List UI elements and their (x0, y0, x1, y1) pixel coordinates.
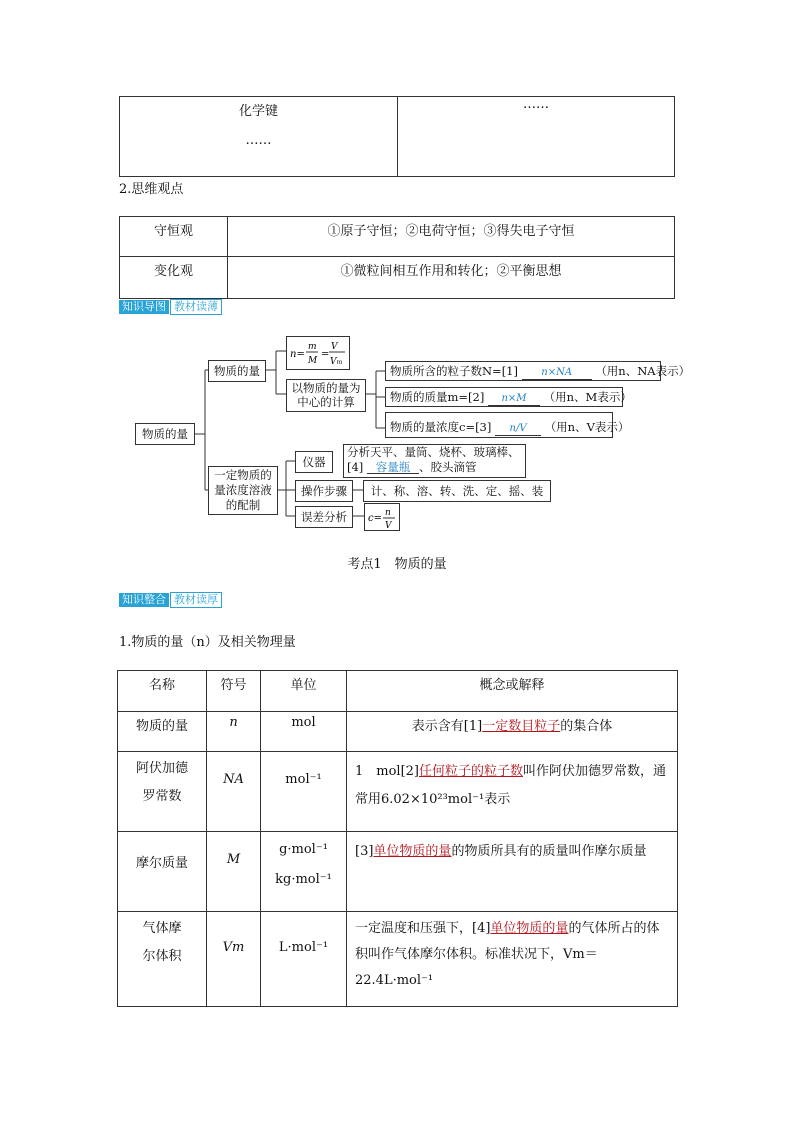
row-name: 气体摩尔体积 (142, 921, 182, 964)
header-unit: 单位 (290, 678, 317, 693)
header-cell (207, 671, 261, 712)
mindmap-calc-box (286, 379, 366, 412)
row-concept-cell (347, 752, 678, 832)
top-right-dots: …… (523, 97, 549, 112)
top-left-title: 化学键 (238, 104, 278, 119)
mindmap-branch-solution (208, 466, 278, 515)
calc-item-note: （用n、NA表示） (595, 364, 691, 378)
row-unit: g·mol⁻¹ (279, 842, 328, 857)
instrument-box: 仪器 (295, 451, 333, 473)
tag-label-a: 知识导图 (119, 300, 169, 314)
header-cell (261, 671, 347, 712)
mindmap-root: 物质的量 (135, 423, 195, 445)
svg-text:m: m (308, 342, 317, 352)
calc-item-note: （用n、V表示） (544, 420, 630, 434)
calc-line-2: 中心的计算 (297, 395, 355, 409)
row-name-cell (118, 912, 207, 1007)
quantity-table (117, 670, 678, 1007)
instrument-answer: 容量瓶 (367, 461, 419, 474)
error-formula-svg (365, 504, 401, 532)
steps-items-box: 计、称、溶、转、洗、定、摇、装 (363, 480, 551, 502)
svg-text:Vm: Vm (330, 357, 343, 367)
row-name-cell (118, 712, 207, 752)
concept-pre: 1 mol[2] (355, 764, 419, 779)
concept-pre: 一定温度和压强下，[4] (355, 921, 491, 936)
header-cell (347, 671, 678, 712)
calc-item-particles (385, 361, 691, 381)
header-symbol: 符号 (220, 678, 247, 693)
formula-n-svg (287, 337, 351, 369)
concept-pre: 表示含有[1] (411, 719, 483, 734)
view-content: ①原子守恒；②电荷守恒；③得失电子守恒 (327, 224, 575, 239)
row-symbol-cell (207, 752, 261, 832)
row-symbol: M (226, 852, 241, 867)
row-name-cell (118, 832, 207, 912)
concept-post: 的集合体 (560, 719, 613, 734)
concept-post: 叫作阿伏加德罗常数，通常用6.02×10²³mol⁻¹表示 (355, 764, 667, 807)
section2-title: 2.思维观点 (119, 182, 184, 197)
row-symbol: n (229, 715, 238, 730)
concept-post: 的物质所具有的质量叫作摩尔质量 (451, 844, 647, 859)
branch2-line-2: 量浓度溶液 (214, 483, 272, 497)
view-name: 变化观 (153, 264, 193, 279)
row-symbol: Vm (222, 940, 245, 955)
header-concept: 概念或解释 (479, 678, 545, 693)
concept-answer: 任何粒子的粒子数 (419, 764, 524, 779)
steps-box: 操作步骤 (295, 480, 353, 502)
concept-post: 的气体所占的体积叫作气体摩尔体积。标准状况下，Vm＝22.4L·mol⁻¹ (355, 921, 660, 988)
svg-text:V: V (331, 342, 338, 352)
row-concept-cell (347, 712, 678, 752)
svg-text:M: M (308, 356, 318, 366)
section-title: 考点1 物质的量 (347, 557, 447, 572)
row-unit: mol⁻¹ (285, 772, 322, 787)
calc-item-text: 物质的量浓度c=[3] (390, 420, 492, 434)
svg-text:n: n (385, 508, 391, 518)
calc-item-text: 物质的质量m=[2] (390, 390, 485, 404)
calc-answer-3: n/V (495, 423, 541, 436)
calc-answer-1: n×NA (522, 367, 592, 380)
svg-text:V: V (385, 521, 392, 531)
calc-answer-2: n×M (488, 393, 540, 406)
row-unit-2: kg·mol⁻¹ (275, 872, 332, 887)
row-unit: L·mol⁻¹ (278, 940, 329, 955)
error-box: 误差分析 (295, 506, 353, 528)
row-name: 物质的量 (135, 719, 188, 734)
calc-item-text: 物质所含的粒子数N=[1] (390, 364, 518, 378)
knowledge-integrate-tag (119, 592, 222, 608)
row-concept-cell (347, 832, 678, 912)
svg-text:n=: n= (290, 349, 305, 360)
instrument-blank-num: [4] (347, 460, 364, 474)
row-name: 阿伏加德罗常数 (135, 761, 188, 804)
svg-text:=: = (321, 349, 330, 360)
subtitle: 1.物质的量（n）及相关物理量 (119, 635, 296, 650)
calc-line-1: 以物质的量为 (291, 381, 361, 395)
svg-text:c=: c= (368, 513, 382, 524)
formula-n-box (286, 336, 350, 370)
view-content: ①微粒间相互作用和转化；②平衡思想 (340, 264, 562, 279)
mindmap-branch-quantity: 物质的量 (208, 360, 266, 382)
concept-answer: 单位物质的量 (490, 921, 569, 936)
header-cell (118, 671, 207, 712)
tag-label-b: 教材读薄 (170, 299, 222, 315)
error-formula-box (364, 503, 400, 531)
row-concept-cell (347, 912, 678, 1007)
calc-item-note: （用n、M表示） (543, 390, 632, 404)
row-symbol-cell (207, 912, 261, 1007)
instrument-line-1: 分析天平、量筒、烧杯、玻璃棒、 (347, 445, 520, 459)
row-symbol: NA (223, 772, 244, 787)
row-unit: mol (291, 715, 316, 730)
concept-answer: 一定数目粒子 (482, 719, 561, 734)
row-name: 摩尔质量 (135, 856, 188, 871)
concept-pre: [3] (355, 844, 374, 859)
concept-answer: 单位物质的量 (373, 844, 452, 859)
row-unit-cell (261, 712, 347, 752)
calc-item-concentration (385, 412, 630, 438)
branch2-line-1: 一定物质的 (214, 468, 272, 482)
row-name-cell (118, 752, 207, 832)
top-left-dots: …… (245, 133, 272, 148)
header-name: 名称 (148, 678, 175, 693)
view-name: 守恒观 (153, 224, 193, 239)
row-symbol-cell (207, 712, 261, 752)
row-unit-cell (261, 752, 347, 832)
row-unit-cell (261, 912, 347, 1007)
row-symbol-cell (207, 832, 261, 912)
tag-label-b: 教材读厚 (170, 592, 222, 608)
instrument-tail: 、胶头滴管 (418, 460, 477, 474)
row-unit-cell (261, 832, 347, 912)
tag-label-a: 知识整合 (119, 593, 169, 607)
branch2-line-3: 的配制 (225, 498, 261, 512)
calc-item-mass (385, 387, 632, 407)
instrument-items-box (343, 444, 526, 478)
